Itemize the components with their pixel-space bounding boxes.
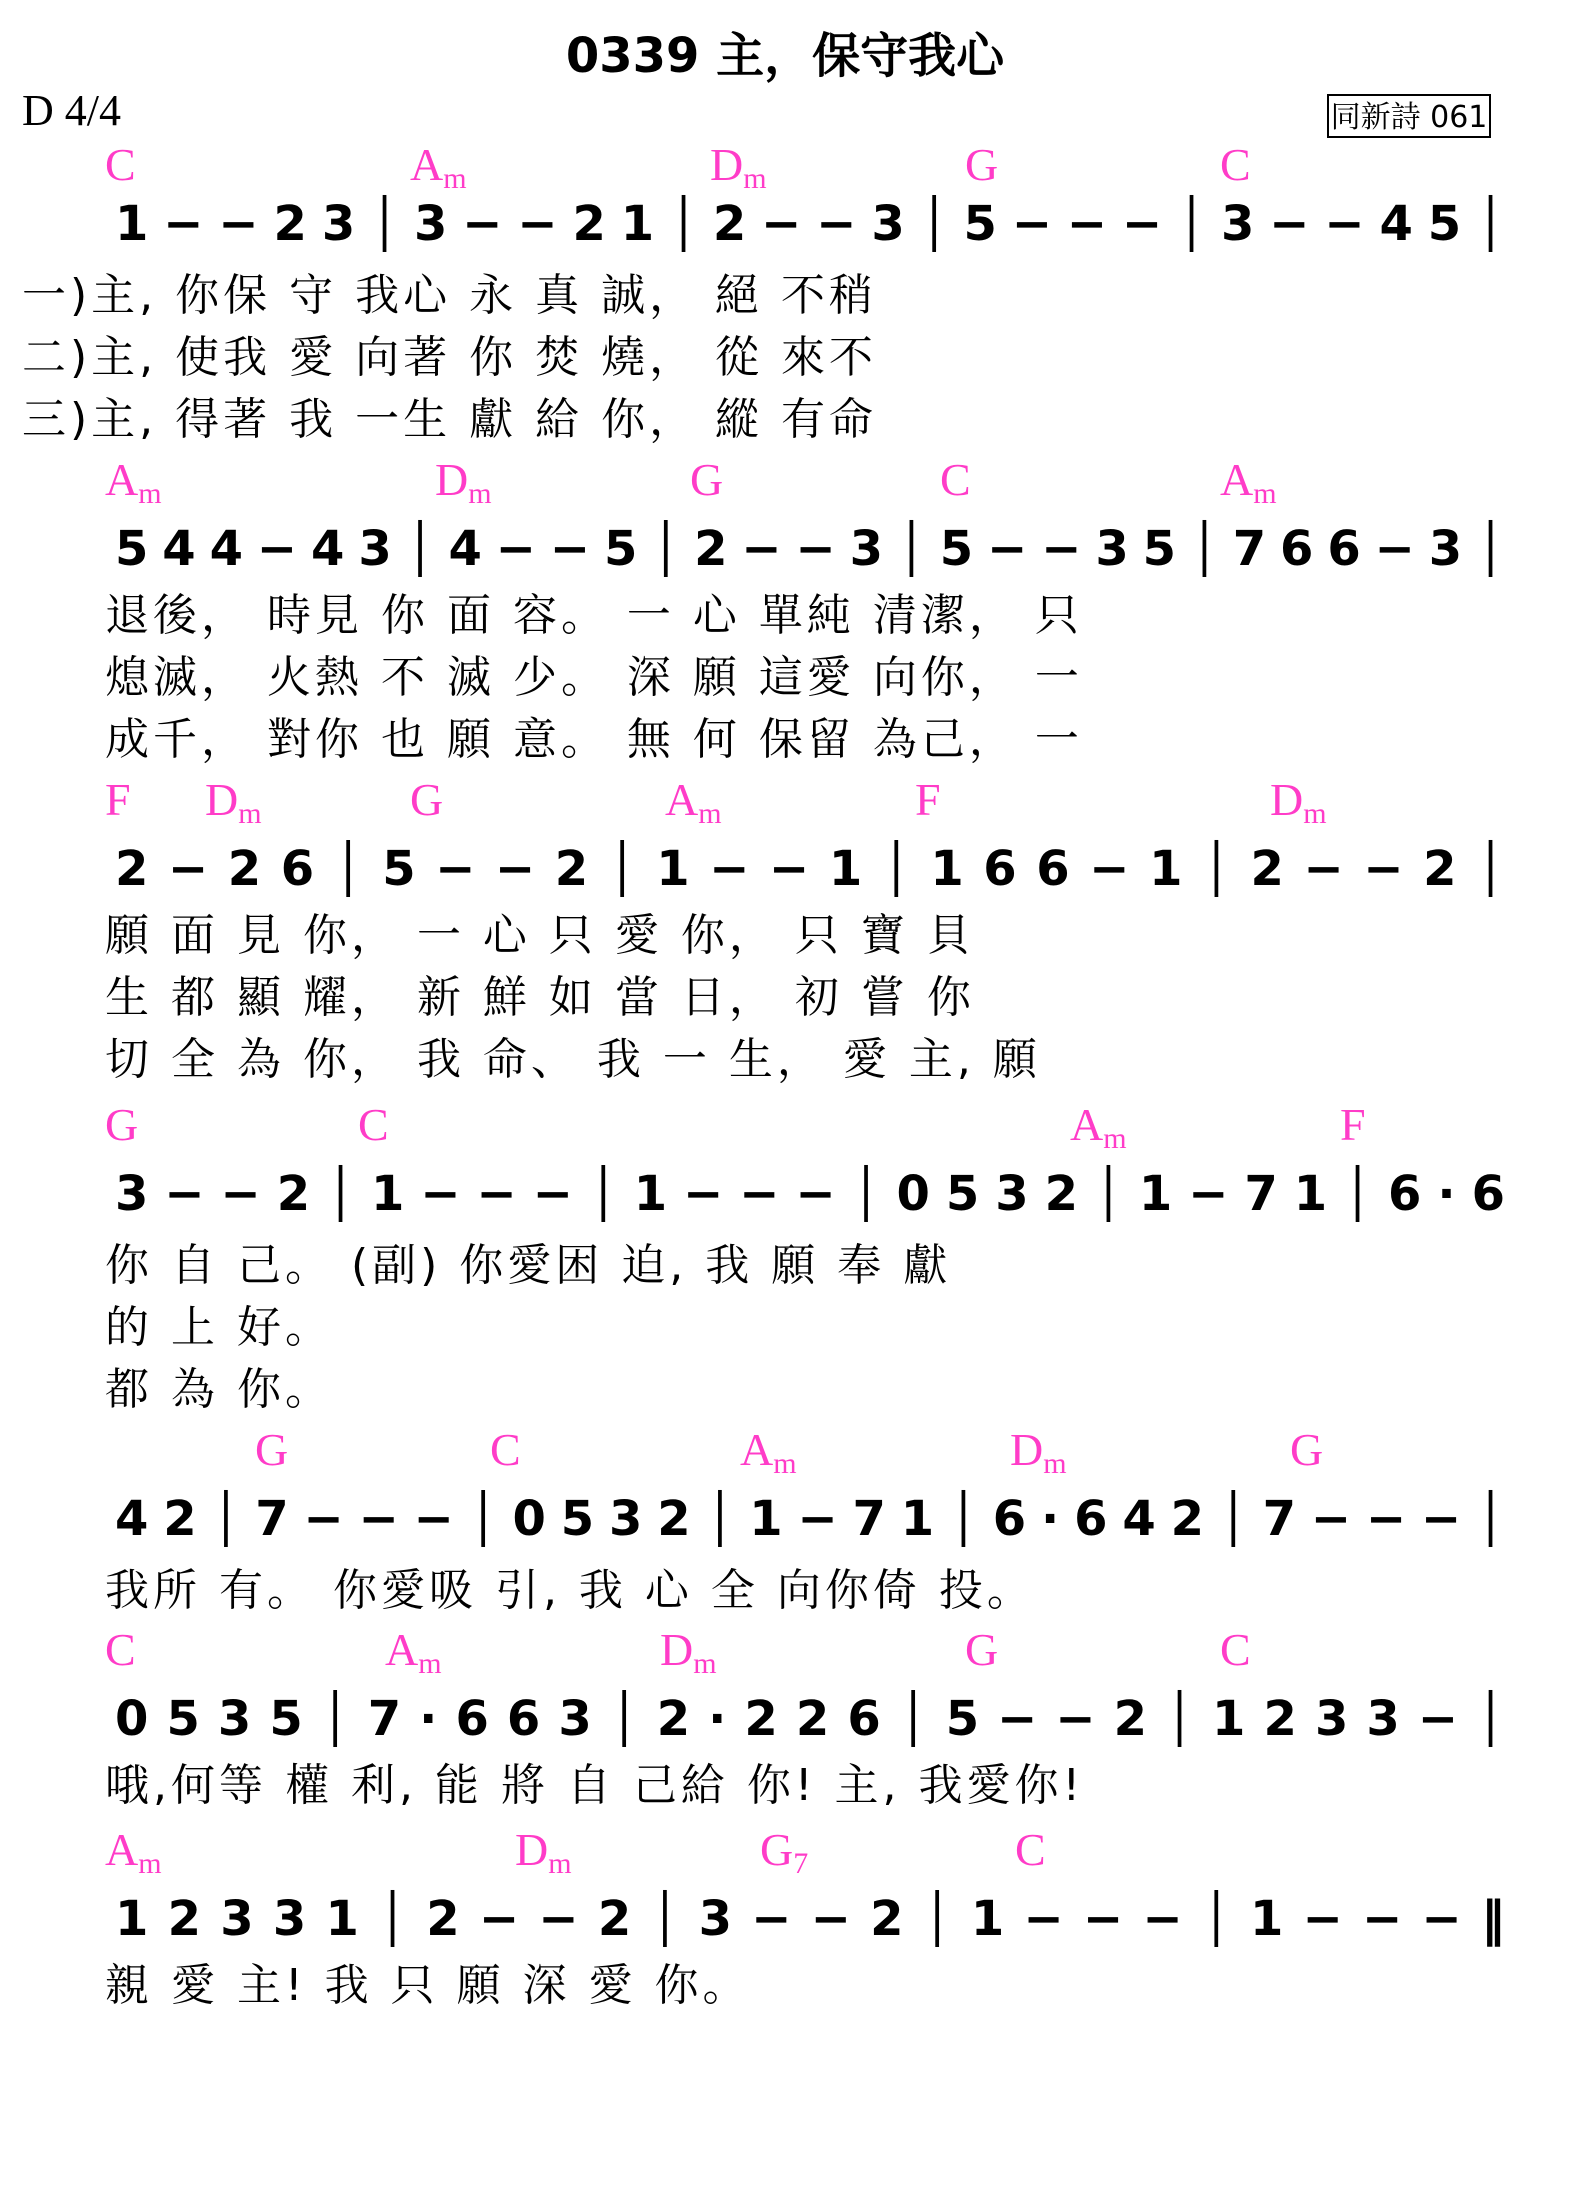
chord-symbol: C — [105, 139, 136, 190]
chord-symbol: G — [1290, 1424, 1324, 1475]
notation-line: 1 − − 2 3 │ 3 − − 2 1 │ 2 − − 3 │ 5 − − − │ 3 − − 4 5 │ — [115, 196, 1505, 252]
chord-symbol: Am — [105, 1824, 162, 1880]
chord-symbol: G — [965, 1624, 999, 1675]
chord-symbol: Dm — [515, 1824, 572, 1880]
chord-symbol: G — [965, 139, 999, 190]
chord-symbol: Am — [665, 774, 722, 830]
chord-symbol: Dm — [710, 139, 767, 195]
chord-symbol: C — [940, 454, 971, 505]
lyric-line: 的 上 好。 — [105, 1302, 333, 1353]
music-system — [105, 1824, 1505, 2011]
chord-symbol: C — [1220, 139, 1251, 190]
chord-symbol: F — [915, 774, 941, 825]
chord-symbol: Am — [740, 1424, 797, 1480]
notation-line: 1 2 3 3 1 │ 2 − − 2 │ 3 − − 2 │ 1 − − − │ 1 − − − ‖ — [115, 1891, 1505, 1947]
music-system — [105, 1424, 1505, 1616]
chord-symbol: G — [105, 1099, 139, 1150]
chord-symbol: Dm — [1270, 774, 1327, 830]
music-systems — [22, 139, 1505, 2011]
chord-symbol: Am — [385, 1624, 442, 1680]
lyric-line: 三)主, 得著 我 一生 獻 給 你， 縱 有命 — [22, 394, 878, 445]
chord-symbol: Dm — [435, 454, 492, 510]
chord-symbol: F — [105, 774, 131, 825]
chord-symbol: Am — [1220, 454, 1277, 510]
chord-symbol: Dm — [1010, 1424, 1067, 1480]
notation-line: 0 5 3 5 │ 7 · 6 6 3 │ 2 · 2 2 6 │ 5 − − 2 │ 1 2 3 3 − │ — [115, 1691, 1505, 1747]
music-system — [105, 454, 1505, 765]
lyric-line: 熄滅， 火熱 不 滅 少。 深 願 這愛 向你， 一 — [105, 652, 1083, 703]
lyric-line: 退後， 時見 你 面 容。 一 心 單純 清潔， 只 — [105, 590, 1083, 641]
chord-symbol: G — [690, 454, 724, 505]
chord-symbol: F — [1340, 1099, 1366, 1150]
lyric-line: 切 全 為 你， 我 命、 我 一 生， 愛 主, 願 — [105, 1034, 1041, 1085]
lyric-line: 親 愛 主! 我 只 願 深 愛 你。 — [105, 1960, 751, 2011]
chord-symbol: Dm — [205, 774, 262, 830]
lyric-line: 生 都 顯 耀， 新 鮮 如 當 日， 初 嘗 你 — [105, 972, 975, 1023]
chord-symbol: C — [490, 1424, 521, 1475]
chord-symbol: Am — [1070, 1099, 1127, 1155]
notation-line: 3 − − 2 │ 1 − − − │ 1 − − − │ 0 5 3 2 │ 1 − 7 1 │ 6 · 6 — [115, 1166, 1505, 1222]
notation-line: 5 4 4 − 4 3 │ 4 − − 5 │ 2 − − 3 │ 5 − − 3 5 │ 7 6 6 − 3 │ — [115, 521, 1505, 577]
chord-symbol: G7 — [760, 1824, 809, 1880]
music-system — [22, 139, 1505, 445]
lyric-line: 二)主, 使我 愛 向著 你 焚 燒， 從 來不 — [22, 332, 878, 383]
music-system — [105, 1099, 1505, 1415]
lyric-line: 一)主, 你保 守 我心 永 真 誠， 絕 不稍 — [22, 270, 878, 321]
lyric-line: 我所 有。 你愛吸 引, 我 心 全 向你倚 投。 — [105, 1565, 1035, 1616]
key-time-signature: D 4/4 — [22, 86, 121, 135]
chord-symbol: G — [255, 1424, 289, 1475]
music-system — [105, 774, 1505, 1085]
chord-symbol: G — [410, 774, 444, 825]
chord-symbol: Dm — [660, 1624, 717, 1680]
music-system — [105, 1624, 1505, 1811]
chord-symbol: C — [1015, 1824, 1046, 1875]
lyric-line: 願 面 見 你， 一 心 只 愛 你， 只 寶 貝 — [105, 910, 975, 961]
notation-line: 2 − 2 6 │ 5 − − 2 │ 1 − − 1 │ 1 6 6 − 1 │ 2 − − 2 │ — [115, 841, 1505, 897]
notation-line: 4 2 │ 7 − − − │ 0 5 3 2 │ 1 − 7 1 │ 6 · 6 4 2 │ 7 − − − │ — [115, 1491, 1505, 1547]
chord-symbol: Am — [105, 454, 162, 510]
chord-symbol: C — [105, 1624, 136, 1675]
ref-tag: 同新詩 061 — [1330, 100, 1488, 135]
chord-symbol: Am — [410, 139, 467, 195]
lyric-line: 哦,何等 權 利, 能 將 自 己給 你! 主, 我愛你! — [105, 1760, 1085, 1811]
lyric-line: 都 為 你。 — [105, 1364, 333, 1415]
page-title: 0339 主，保守我心 — [565, 28, 1005, 84]
chord-symbol: C — [1220, 1624, 1251, 1675]
chord-symbol: C — [358, 1099, 389, 1150]
lyric-line: 你 自 己。 (副) 你愛困 迫, 我 願 奉 獻 — [105, 1240, 952, 1291]
lyric-line: 成千， 對你 也 願 意。 無 何 保留 為己， 一 — [105, 714, 1083, 765]
